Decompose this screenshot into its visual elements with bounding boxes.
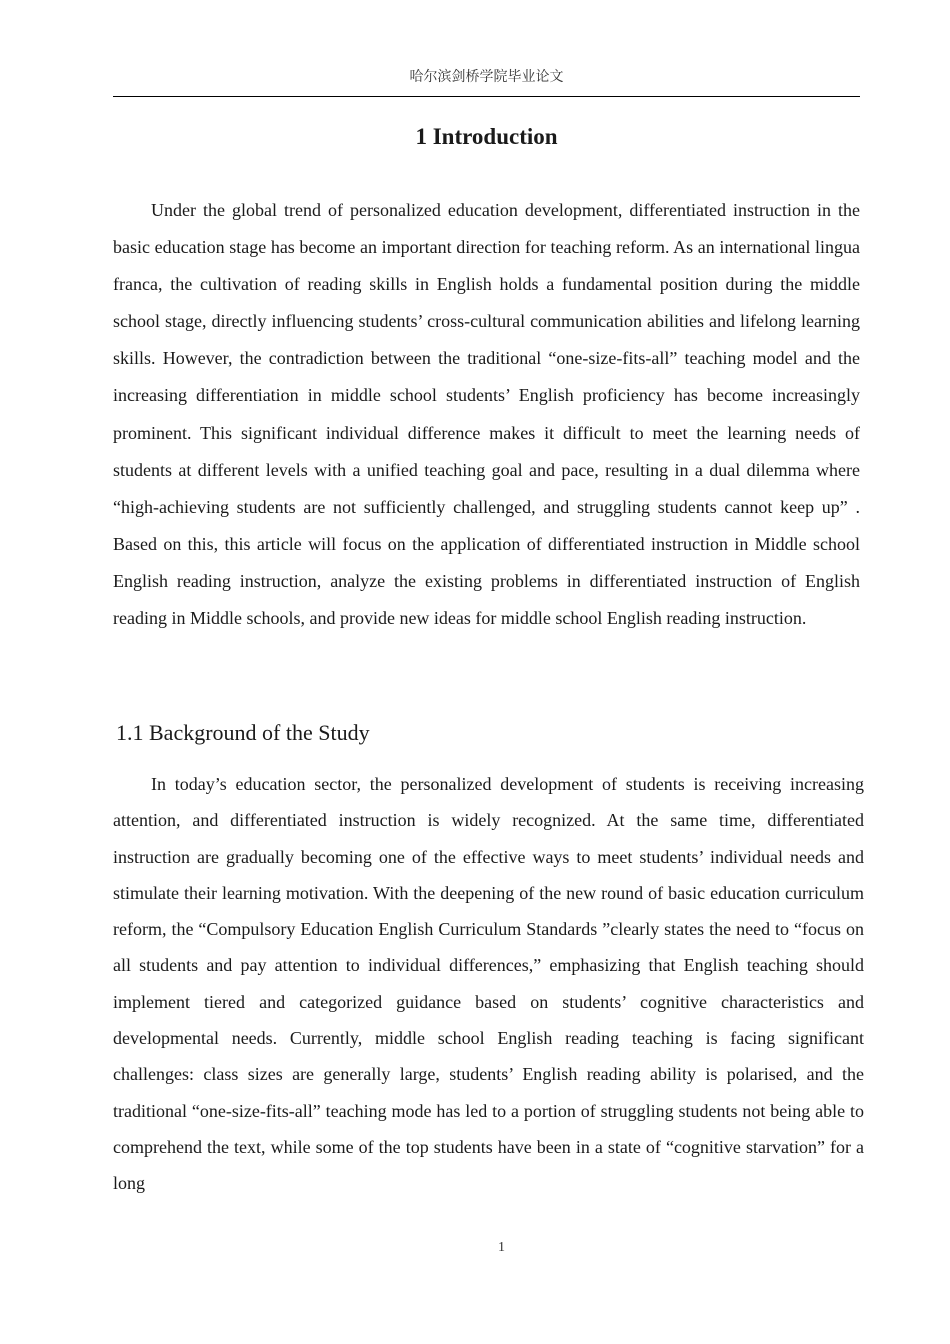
chapter-title: 1 Introduction (415, 124, 558, 149)
header-divider (113, 96, 860, 97)
page-number: 1 (498, 1240, 505, 1255)
section-title: 1.1 Background of the Study (116, 720, 370, 745)
background-paragraph: In today’s education sector, the personalized development of students is receiving increasing attention, and differentiated instruction is widely recognized. At the same time, differentiated instruction are gradually becoming one of the effective ways to meet students’ individual needs and stimulate their learning motivation. With the deepening of the new round of basic education curriculum reform, the “Compulsory Education English Curriculum Standards ”clearly states the need to “focus on all students and pay attention to individual differences,” emphasizing that English teaching should implement tiered and categorized guidance based on students’ cognitive characteristics and developmental needs. Currently, middle school English reading teaching is facing significant challenges: class sizes are generally large, students’ English reading ability is polarised, and the traditional “one-size-fits-all” teaching mode has led to a portion of struggling students not being able to comprehend the text, while some of the top students have been in a state of “cognitive starvation” for a long (113, 774, 864, 1194)
intro-paragraph: Under the global trend of personalized education development, differentiated instruction in the basic education stage has become an important direction for teaching reform. As an international lingua franca, the cultivation of reading skills in English holds a fundamental position during the middle school stage, directly influencing students’ cross-cultural communication abilities and lifelong learning skills. However, the contradiction between the traditional “one-size-fits-all” teaching model and the increasing differentiation in middle school students’ English proficiency has become increasingly prominent. This significant individual difference makes it difficult to meet the learning needs of students at different levels with a unified teaching goal and pace, resulting in a dual dilemma where “high-achieving students are not sufficiently challenged, and struggling students cannot keep up” . Based on this, this article will focus on the application of differentiated instruction in Middle school English reading instruction, analyze the existing problems in differentiated instruction of English reading in Middle schools, and provide new ideas for middle school English reading instruction. (113, 200, 860, 629)
running-header: 哈尔滨剑桥学院毕业论文 (409, 69, 564, 85)
